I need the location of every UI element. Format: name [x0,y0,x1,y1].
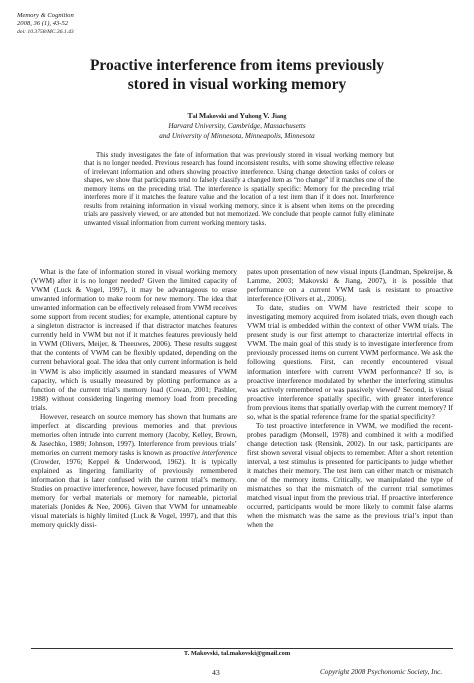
paragraph-text: However, research on source memory has shown that humans are imperfect at discarding previous memories and that previous memories often intrude into current memory (Jacoby, Kelley, Brown, & Jasechko, 1989; Johnson, 1997). Interference from previous trials’ memories on current memory tasks is known as [31,411,237,457]
paragraph: pates upon presentation of new visual inputs (Landman, Spekreijse, & Lamme, 2003; Makovski & Jiang, 2007), it is possible that performance on a current VWM task is resistant to proactive interference (Olivers et al., 2006). [247,267,453,304]
paragraph-text: (Crowder, 1976; Keppel & Underwood, 1962). It is typically explained as lingering familiarity of previously remembered information that is later confused with the current trial’s memory. Studies on proactive interference, however, have focused primarily on memory for verbal materials or memory for nameable, pictorial materials (Jonides & Nee, 2006). Given that VWM for unnameable visual materials is highly limited (Luck & Vogel, 1997), and that this memory quickly dissi- [31,456,237,530]
author1-first-rest: al [192,113,199,120]
abstract: This study investigates the fate of information that was previously stored in visual working memory but that is no longer needed. Previous research has found inconsistent results, with some showing effective release of irrelevant information and others showing proactive interference. Using change detection tasks of colors or shapes, we show that participants tend to falsely classify a changed item as “no change” if it matches one of the memory items on the preceding trial. The interference is spatially specific: Memory for the preceding trial interferes more if it matches the feature value and the location of a test item than if it does not. Interference results from retaining information in visual working memory, since it is absent when items on the preceding trials are passively viewed, or are attended but not memorized. We conclude that people cannot fully eliminate unwanted visual information from current working memory tasks. [84,152,394,227]
author1-first-initial: T [187,111,193,120]
paper-title [0,56,474,94]
author2-middle: V. J [263,111,276,120]
affiliations [0,122,474,141]
journal-volume: 2008, 36 (1), 43-52 [17,20,69,27]
emphasis-term: proactive interference [172,447,237,457]
author1-last-initial: M [198,111,207,120]
author-and: and [226,113,240,120]
body-column-left [31,267,237,529]
title-line-2: stored in visual working memory [127,76,347,93]
author-line [0,111,474,121]
paragraph: To date, studies on VWM have restricted their scope to investigating memory acquired from isolated trials, even though each VWM trial is embedded within the context of other VWM trials. The present study is our first attempt to characterize intertrial effects in VWM. The main goal of this study is to investigate interference from previously processed items on current VWM performance. We ask the following questions. First, can recently encountered visual information interfere with current VWM performance? If so, is proactive interference modulated by whether the interfering stimulus was actively remembered or was passively viewed? Second, is visual proactive interference spatially specific, with greater interference from previous items that spatially overlap with the current memory? If so, what is the spatial reference frame for the spatial specificity? [247,303,453,421]
author1-last-rest: akovski [206,113,227,120]
page-number: 43 [212,668,220,677]
copyright-notice: Copyright 2008 Psychonomic Society, Inc. [320,668,443,676]
body-column-right [247,267,453,529]
footer-divider [31,648,453,649]
affiliation-2: and University of Minnesota, Minneapolis, Minnesota [159,131,315,140]
journal-header [17,12,74,36]
correspondence-note: T. Makovski, tal.makovski@gmail.com [183,650,291,657]
author2-first-rest: uhong [244,113,264,120]
paragraph: What is the fate of information stored in visual working memory (VWM) after it is no longer needed? Given the limited capacity of VWM (Luck & Vogel, 1997), it may be advantageous to erase unwanted information to make room for new memory. The idea that unwanted information can be effectively released from VWM receives some support from recent studies; for example, attentional capture by a singleton distractor is increased if that distractor matches features currently held in VWM but not if it matches features previously held in VWM (Olivers, Meijer, & Theeuwes, 2006). These results suggest that the contents of VWM can be flexibly updated, depending on the current behavioral goal. The idea that only current information is held in VWM is also implicitly assumed in standard measures of VWM capacity, which is usually measured by plotting performance as a function of the current trial’s memory load (Cowan, 2001; Pashler, 1988) without considering lingering memory load from preceding trials. [31,267,237,412]
author2-last-rest: iang [275,113,287,120]
paragraph: To test proactive interference in VWM, we modified the recent-probes paradigm (Monsell, 1978) and combined it with a modified change detection task (Rensink, 2002). In our task, participants are first shown several visual objects to remember. After a short retention interval, a test stimulus is presented for participants to judge whether it matches their memory. The test item can either match or mismatch one of the memory items. Critically, we manipulated the type of mismatches so that the mismatch of the current trial sometimes matched visual input from the previous trial. If proactive interference occurred, participants would be more likely to commit false alarms when the mismatch was the same as the previous trial’s input than when the [247,420,453,530]
journal-doi: doi: 10.3758/MC.36.1.43 [17,29,74,35]
journal-name: Memory & Cognition [17,12,74,19]
title-line-1: Proactive interference from items previously [89,57,385,74]
affiliation-1: Harvard University, Cambridge, Massachusetts [168,122,306,130]
paragraph [31,412,237,530]
author2-first-initial: Y [239,111,245,120]
